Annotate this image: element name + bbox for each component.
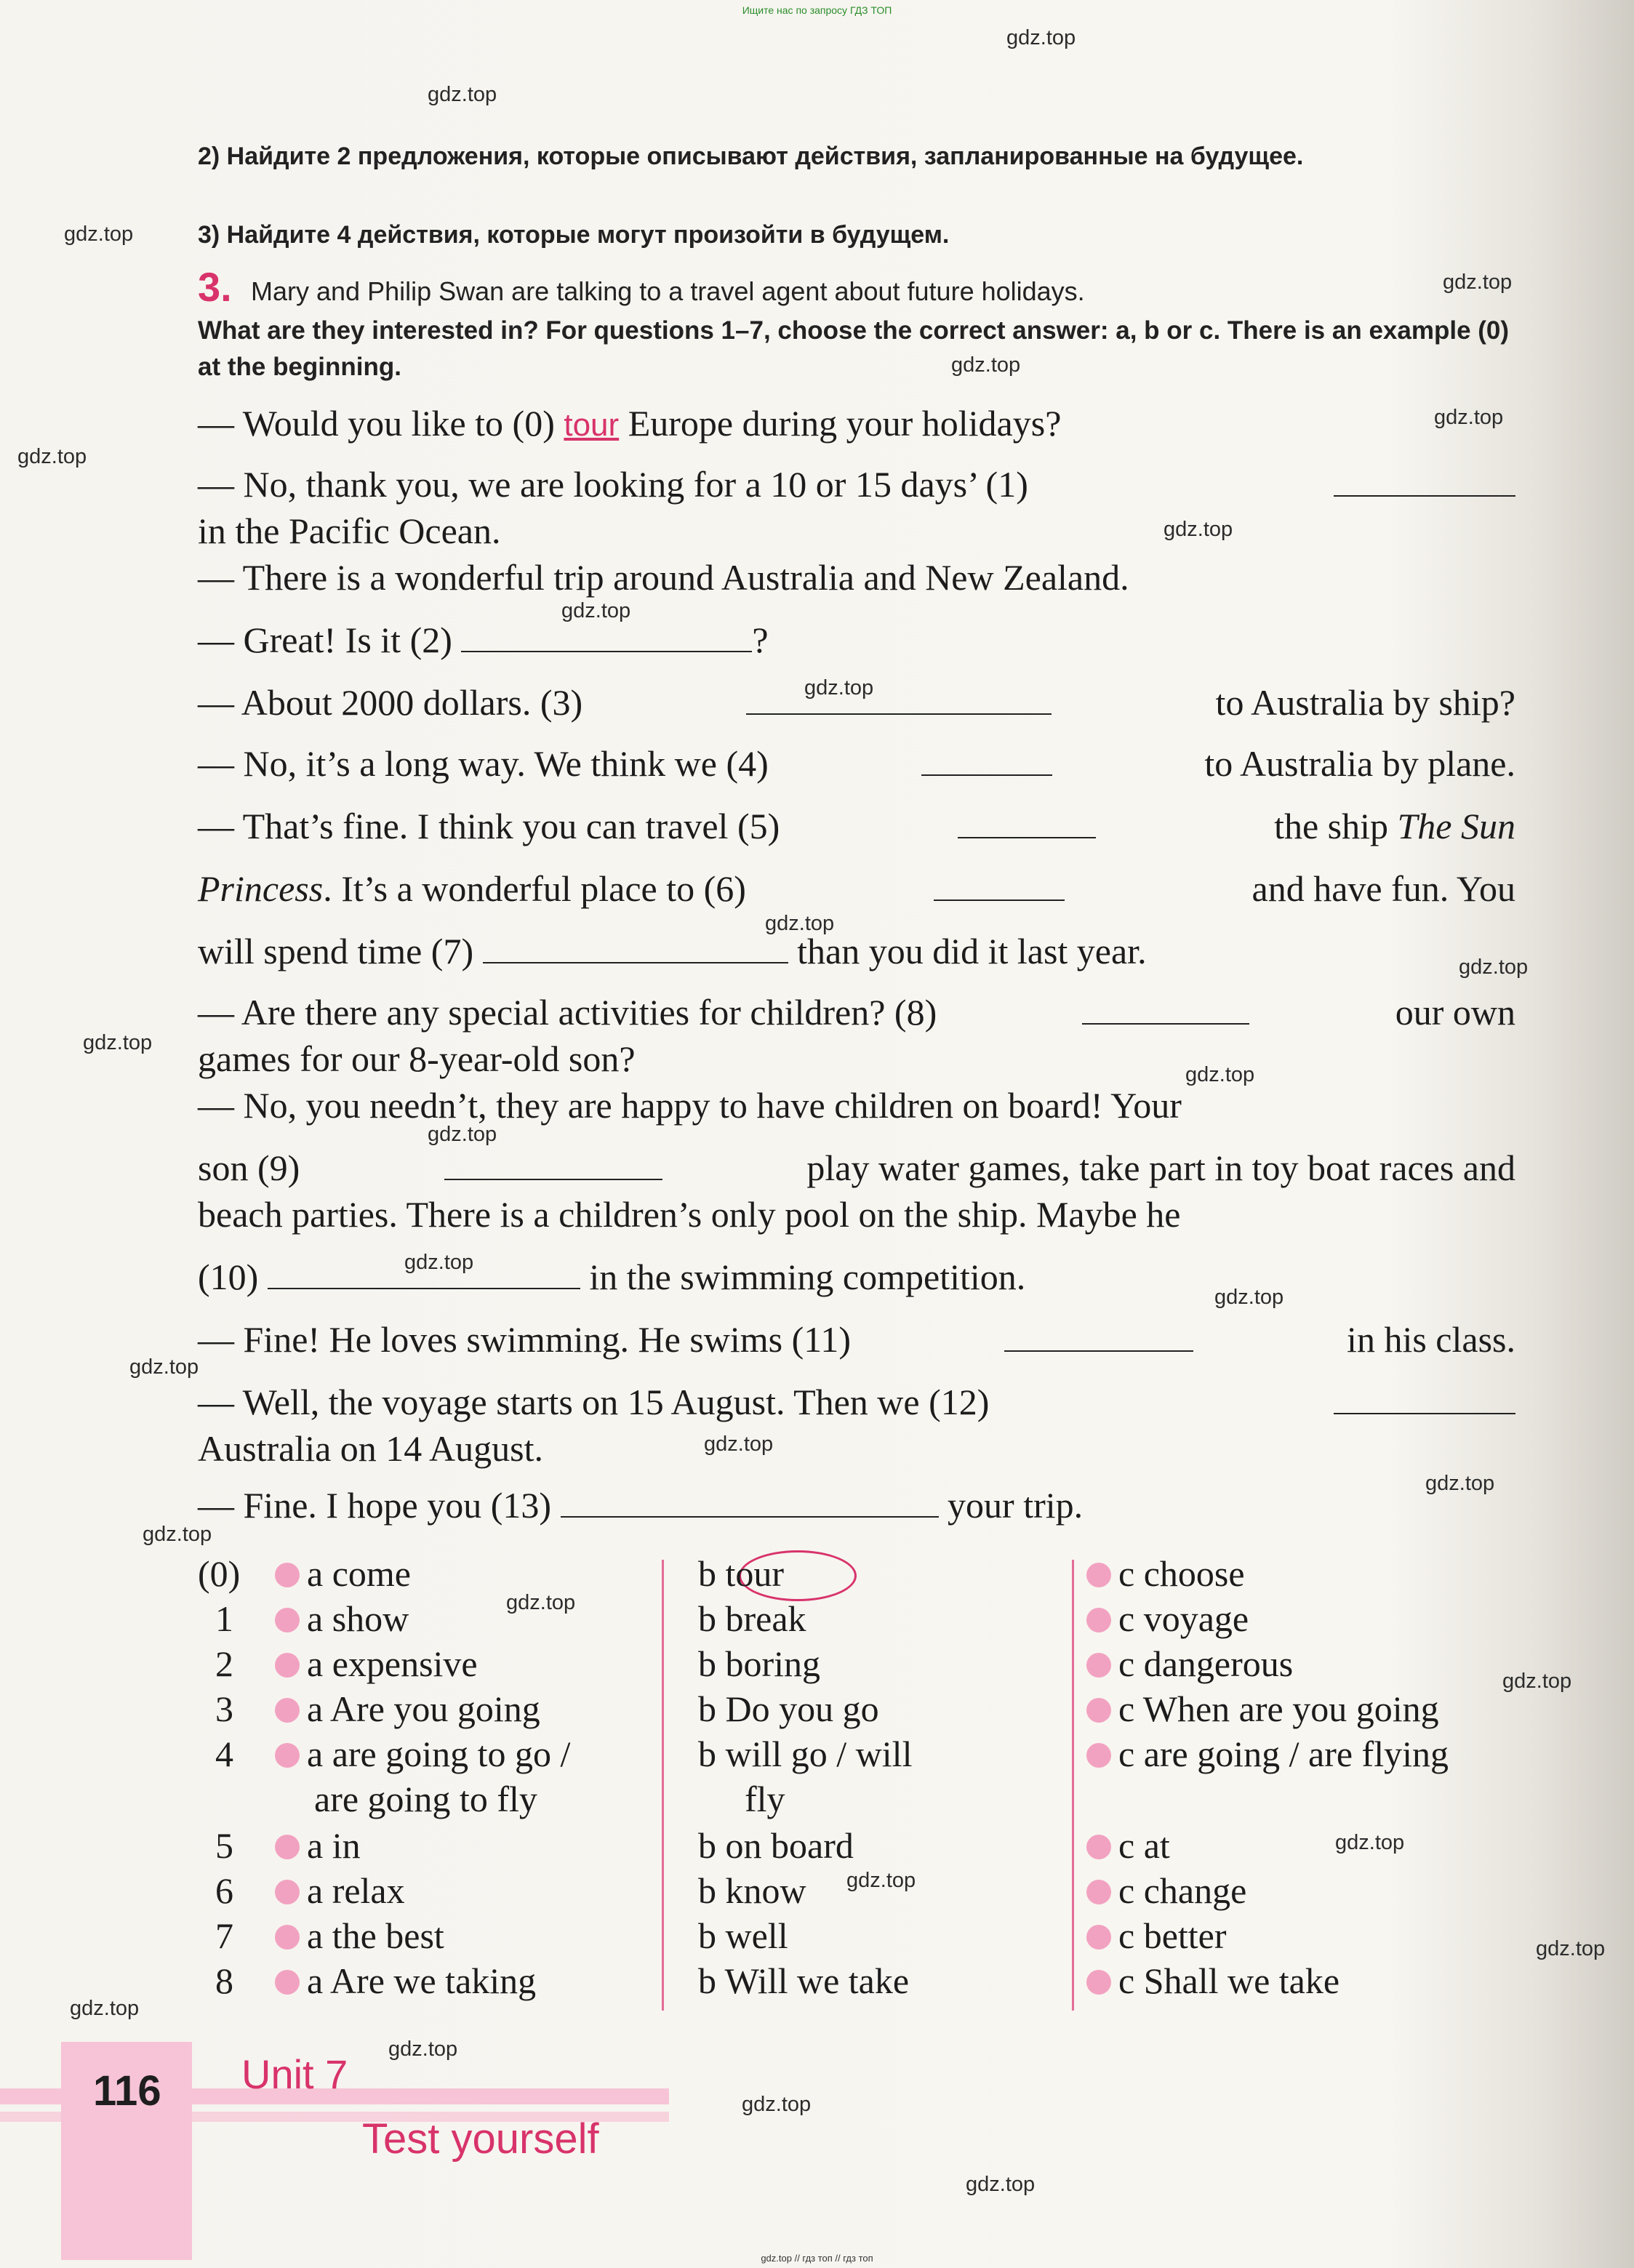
dialogue-text: to Australia by ship? [1215,682,1515,723]
answer-blank-4[interactable] [921,742,1052,776]
bullet-dot [1086,1653,1111,1678]
watermark: gdz.top [704,1432,774,1456]
dialogue-text: ? [752,620,769,660]
task-3: 3) Найдите 4 действия, которые могут произойти в будущем. [198,221,950,249]
watermark: gdz.top [966,2173,1036,2196]
bullet-dot [275,1653,300,1678]
answer-blank-11[interactable] [1004,1318,1193,1352]
option-b[interactable]: b well [698,1915,788,1956]
dialogue-text: — Fine! He loves swimming. He swims (11) [198,1319,852,1360]
option-number: 8 [215,1960,233,2001]
option-c[interactable]: c choose [1086,1552,1245,1595]
dialogue-text: our own [1395,992,1515,1033]
option-number: 4 [215,1734,233,1774]
bullet-dot [1086,1608,1111,1632]
option-b[interactable]: b on board [698,1825,854,1866]
option-a[interactable]: a expensive [275,1642,478,1686]
option-a[interactable]: a relax [275,1869,405,1912]
watermark: gdz.top [428,83,497,106]
column-divider [1072,1560,1074,2011]
option-a[interactable]: a the best [275,1914,444,1958]
option-b[interactable]: b Will we take [698,1960,910,2001]
dialogue-line [198,1380,1515,1424]
dialogue-text: — Fine. I hope you (13) [198,1485,552,1526]
option-a[interactable]: a come [275,1552,411,1595]
watermark: gdz.top [1536,1937,1606,1960]
column-divider [662,1560,664,2011]
dialogue-text: and have fun. You [1251,868,1515,909]
bullet-dot [1086,1925,1111,1950]
answer-blank-6[interactable] [934,867,1065,901]
watermark: gdz.top [951,353,1021,377]
bullet-dot [1086,1698,1111,1723]
option-a[interactable]: a in [275,1824,361,1867]
bullet-dot [275,1970,300,1995]
page-number: 116 [93,2067,161,2115]
bullet-dot [1086,1880,1111,1904]
section-title: Test yourself [362,2115,599,2163]
dialogue-text: — Great! Is it (2) [198,620,452,660]
option-b-continued: fly [745,1779,785,1819]
dialogue-text: — Would you like to (0) [198,403,555,444]
dialogue-text: in the swimming competition. [589,1257,1026,1297]
dialogue-line [198,929,1515,973]
option-number: 2 [215,1643,233,1684]
dialogue-line [198,990,1515,1034]
dialogue-text: . It’s a wonderful place to (6) [323,868,746,909]
watermark: gdz.top [64,223,134,246]
dialogue-line [198,742,1515,785]
watermark: gdz.top [83,1031,153,1054]
bullet-dot [275,1608,300,1632]
dialogue-line [198,462,1515,506]
exercise-instruction: What are they interested in? For questions 1–7, choose the correct answer: a, b or c. There is an example (0) at the beginning. [198,316,1510,381]
dialogue-line: — No, you needn’t, they are happy to have children on board! Your [198,1085,1182,1126]
watermark: gdz.top [1164,518,1233,541]
watermark: gdz.top [129,1355,199,1379]
option-b[interactable]: b break [698,1598,806,1639]
option-b[interactable]: b tour [698,1553,785,1594]
watermark: gdz.top [1214,1286,1284,1309]
option-c[interactable]: c voyage [1086,1597,1249,1640]
bullet-dot [275,1880,300,1904]
watermark: gdz.top [804,676,874,700]
dialogue-line [198,1146,1515,1190]
dialogue-line: — There is a wonderful trip around Australia and New Zealand. [198,557,1129,598]
bullet-dot [1086,1743,1111,1768]
dialogue-line [198,1255,1515,1299]
dialogue-text: — No, thank you, we are looking for a 10 or 15 days’ (1) [198,464,1028,505]
option-c[interactable]: c Shall we take [1086,1959,1339,2003]
dialogue-text: will spend time (7) [198,931,474,971]
unit-title: Unit 7 [241,2051,348,2097]
dialogue-line [198,1318,1515,1361]
bottom-note: gdz.top // гдз топ // гдз топ [761,2253,873,2264]
answer-blank-13[interactable] [561,1483,939,1518]
watermark: gdz.top [1459,955,1529,979]
answer-blank-7[interactable] [483,929,788,963]
option-b[interactable]: b know [698,1870,806,1911]
dialogue-line: in the Pacific Ocean. [198,510,501,551]
dialogue-line: beach parties. There is a children’s only pool on the ship. Maybe he [198,1194,1181,1235]
dialogue-text: (10) [198,1257,259,1297]
option-b[interactable]: b Do you go [698,1688,879,1729]
exercise-number: 3. [198,264,232,310]
dialogue-line [198,867,1515,910]
option-c[interactable]: c dangerous [1086,1642,1293,1686]
watermark: gdz.top [388,2037,458,2061]
watermark: gdz.top [765,912,835,935]
answer-blank-3[interactable] [746,681,1052,715]
dialogue-line [198,804,1515,848]
option-c[interactable]: c are going / are flying [1086,1732,1449,1776]
dialogue-text: in his class. [1347,1319,1515,1360]
bullet-dot [275,1698,300,1723]
bullet-dot [275,1835,300,1859]
answer-blank-10[interactable] [268,1255,580,1289]
option-number: 7 [215,1915,233,1956]
dialogue-text: than you did it last year. [797,931,1147,971]
watermark: gdz.top [1502,1670,1572,1693]
bullet-dot [1086,1563,1111,1587]
dialogue-line [198,1483,1515,1527]
watermark: gdz.top [1443,271,1513,294]
option-a-continued: are going to fly [314,1779,537,1819]
bullet-dot [275,1925,300,1950]
watermark: gdz.top [70,1997,140,2020]
dialogue-text: to Australia by plane. [1204,743,1515,784]
dialogue-text: — That’s fine. I think you can travel (5) [198,806,780,846]
option-a[interactable]: a show [275,1597,409,1640]
option-b[interactable]: b will go / will [698,1734,913,1774]
bullet-dot [275,1563,300,1587]
answer-blank-12[interactable] [1334,1380,1515,1414]
option-number: 6 [215,1870,233,1911]
example-answer: tour [564,407,620,443]
exercise-intro: Mary and Philip Swan are talking to a travel agent about future holidays. [251,276,1085,306]
option-number: (0) [198,1553,241,1594]
option-c[interactable]: c better [1086,1914,1227,1958]
dialogue-text: — Well, the voyage starts on 15 August. Then we (12) [198,1382,990,1422]
dialogue-text: — No, it’s a long way. We think we (4) [198,743,769,784]
dialogue-text: — About 2000 dollars. (3) [198,682,583,723]
watermark: gdz.top [506,1591,576,1614]
watermark: gdz.top [17,445,87,468]
answer-blank-1[interactable] [1334,462,1515,497]
watermark: gdz.top [1185,1063,1255,1086]
option-b[interactable]: b boring [698,1643,821,1684]
watermark: gdz.top [1434,406,1504,429]
option-c[interactable]: c change [1086,1869,1246,1912]
dialogue-text: play water games, take part in toy boat races and [806,1147,1515,1188]
option-a[interactable]: a Are you going [275,1687,540,1731]
answer-blank-8[interactable] [1082,990,1249,1025]
answer-blank-9[interactable] [444,1146,662,1180]
watermark: gdz.top [742,2093,812,2116]
top-note: Ищите нас по запросу ГДЗ ТОП [742,4,892,16]
watermark: gdz.top [1425,1472,1495,1495]
watermark: gdz.top [404,1251,474,1274]
watermark: gdz.top [561,599,631,622]
bullet-dot [1086,1835,1111,1859]
answer-blank-5[interactable] [958,804,1096,838]
ship-name: Princess [198,868,324,909]
dialogue-text: your trip. [948,1485,1084,1526]
option-c[interactable]: c When are you going [1086,1687,1439,1731]
dialogue-text: son (9) [198,1147,300,1188]
dialogue-line: Australia on 14 August. [198,1428,543,1469]
bullet-dot [1086,1970,1111,1995]
bullet-dot [275,1743,300,1768]
dialogue-text: — Are there any special activities for children? (8) [198,992,937,1033]
dialogue-line: games for our 8-year-old son? [198,1038,636,1079]
option-number: 3 [215,1688,233,1729]
watermark: gdz.top [1335,1831,1405,1854]
dialogue-line [198,681,1515,724]
option-a[interactable]: a Are we taking [275,1959,536,2003]
dialogue-text: the ship [1274,806,1388,846]
option-number: 1 [215,1598,233,1639]
ship-name: The Sun [1397,806,1515,846]
option-number: 5 [215,1825,233,1866]
dialogue-line [198,618,1515,662]
watermark: gdz.top [428,1123,497,1146]
watermark: gdz.top [846,1869,916,1892]
option-a[interactable]: a are going to go / [275,1732,570,1776]
option-c[interactable]: c at [1086,1824,1170,1867]
watermark: gdz.top [143,1523,212,1546]
dialogue-text: Europe during your holidays? [628,403,1062,444]
task-2: 2) Найдите 2 предложения, которые описывают действия, запланированные на будущее. [198,143,1304,170]
dialogue-line [198,401,1515,447]
answer-blank-2[interactable] [461,618,752,652]
watermark: gdz.top [1006,26,1076,49]
